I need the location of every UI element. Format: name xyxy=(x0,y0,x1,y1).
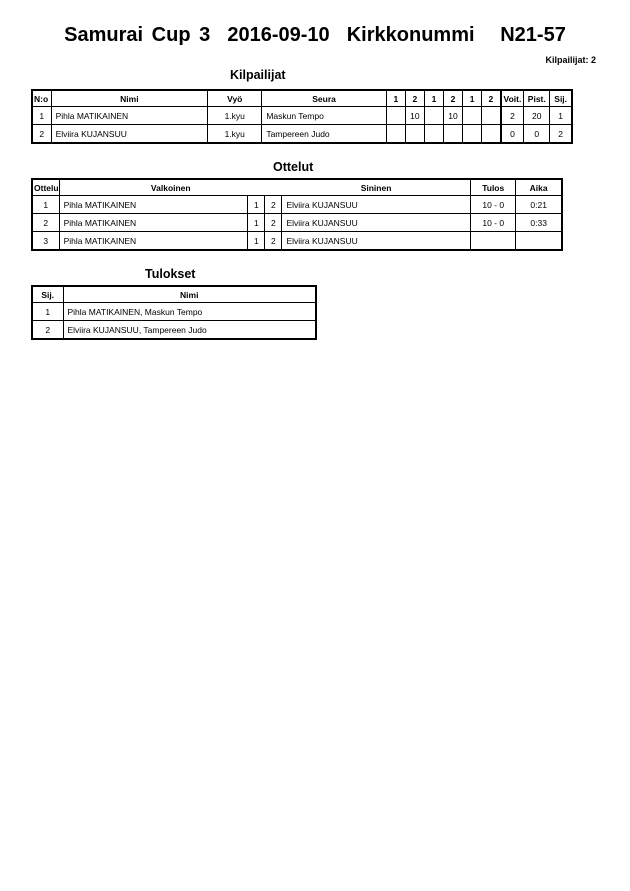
competitor-points: 0 xyxy=(524,125,550,144)
round-score xyxy=(386,125,405,144)
result-name: Elviira KUJANSUU, Tampereen Judo xyxy=(63,321,316,340)
competitor-name: Pihla MATIKAINEN xyxy=(51,107,208,125)
match-white-no: 1 xyxy=(248,232,265,251)
col-round: 1 xyxy=(424,90,443,107)
competitor-belt: 1.kyu xyxy=(208,125,262,144)
competitor-wins: 2 xyxy=(501,107,524,125)
col-round: 2 xyxy=(443,90,462,107)
competitor-belt: 1.kyu xyxy=(208,107,262,125)
match-blue: Elviira KUJANSUU xyxy=(282,214,471,232)
col-white: Valkoinen xyxy=(59,179,282,196)
col-round: 1 xyxy=(386,90,405,107)
col-result: Tulos xyxy=(471,179,516,196)
col-name: Nimi xyxy=(51,90,208,107)
round-score xyxy=(463,125,482,144)
table-row xyxy=(32,303,316,321)
col-wins: Voit. xyxy=(501,90,524,107)
matches-header-row xyxy=(32,179,562,196)
match-white-no: 1 xyxy=(248,214,265,232)
results-section-title: Tulokset xyxy=(145,267,196,281)
col-match: Ottelu xyxy=(32,179,59,196)
col-round: 2 xyxy=(482,90,501,107)
competitor-place: 1 xyxy=(550,107,572,125)
competitors-table xyxy=(31,89,573,144)
round-score xyxy=(482,107,501,125)
table-row xyxy=(32,321,316,340)
competitor-no: 1 xyxy=(32,107,51,125)
competitor-count: Kilpailijat: 2 xyxy=(545,55,596,65)
result-name: Pihla MATIKAINEN, Maskun Tempo xyxy=(63,303,316,321)
match-result xyxy=(471,232,516,251)
col-name: Nimi xyxy=(63,286,316,303)
match-time: 0:21 xyxy=(516,196,562,214)
result-place: 1 xyxy=(32,303,63,321)
col-place: Sij. xyxy=(32,286,63,303)
match-blue: Elviira KUJANSUU xyxy=(282,196,471,214)
col-belt: Vyö xyxy=(208,90,262,107)
round-score xyxy=(386,107,405,125)
match-white: Pihla MATIKAINEN xyxy=(59,214,248,232)
match-white: Pihla MATIKAINEN xyxy=(59,196,248,214)
col-club: Seura xyxy=(262,90,386,107)
competitors-header-row xyxy=(32,90,572,107)
table-row xyxy=(32,214,562,232)
competitors-section-title: Kilpailijat xyxy=(230,68,286,82)
col-blue: Sininen xyxy=(282,179,471,196)
match-result: 10 - 0 xyxy=(471,214,516,232)
match-blue-no: 2 xyxy=(265,214,282,232)
round-score xyxy=(424,125,443,144)
col-place: Sij. xyxy=(550,90,572,107)
match-time xyxy=(516,232,562,251)
match-blue-no: 2 xyxy=(265,196,282,214)
competitor-no: 2 xyxy=(32,125,51,144)
competitor-wins: 0 xyxy=(501,125,524,144)
table-row xyxy=(32,196,562,214)
round-score: 10 xyxy=(443,107,462,125)
col-time: Aika xyxy=(516,179,562,196)
table-row xyxy=(32,125,572,144)
page-title: Samurai Cup 3 2016-09-10 Kirkkonummi N21-57 xyxy=(64,24,566,46)
round-score xyxy=(443,125,462,144)
competitor-name: Elviira KUJANSUU xyxy=(51,125,208,144)
round-score xyxy=(482,125,501,144)
match-no: 2 xyxy=(32,214,59,232)
table-row xyxy=(32,107,572,125)
match-white: Pihla MATIKAINEN xyxy=(59,232,248,251)
competitor-place: 2 xyxy=(550,125,572,144)
match-no: 1 xyxy=(32,196,59,214)
table-row xyxy=(32,232,562,251)
match-blue-no: 2 xyxy=(265,232,282,251)
match-time: 0:33 xyxy=(516,214,562,232)
result-place: 2 xyxy=(32,321,63,340)
round-score xyxy=(424,107,443,125)
col-no: N:o xyxy=(32,90,51,107)
round-score: 10 xyxy=(405,107,424,125)
round-score xyxy=(463,107,482,125)
matches-section-title: Ottelut xyxy=(273,160,314,174)
competitor-club: Tampereen Judo xyxy=(262,125,386,144)
col-round: 1 xyxy=(463,90,482,107)
match-white-no: 1 xyxy=(248,196,265,214)
col-points: Pist. xyxy=(524,90,550,107)
match-no: 3 xyxy=(32,232,59,251)
matches-table xyxy=(31,178,563,251)
results-header-row xyxy=(32,286,316,303)
col-round: 2 xyxy=(405,90,424,107)
competitor-points: 20 xyxy=(524,107,550,125)
match-result: 10 - 0 xyxy=(471,196,516,214)
match-blue: Elviira KUJANSUU xyxy=(282,232,471,251)
results-table xyxy=(31,285,317,340)
competitor-club: Maskun Tempo xyxy=(262,107,386,125)
round-score xyxy=(405,125,424,144)
